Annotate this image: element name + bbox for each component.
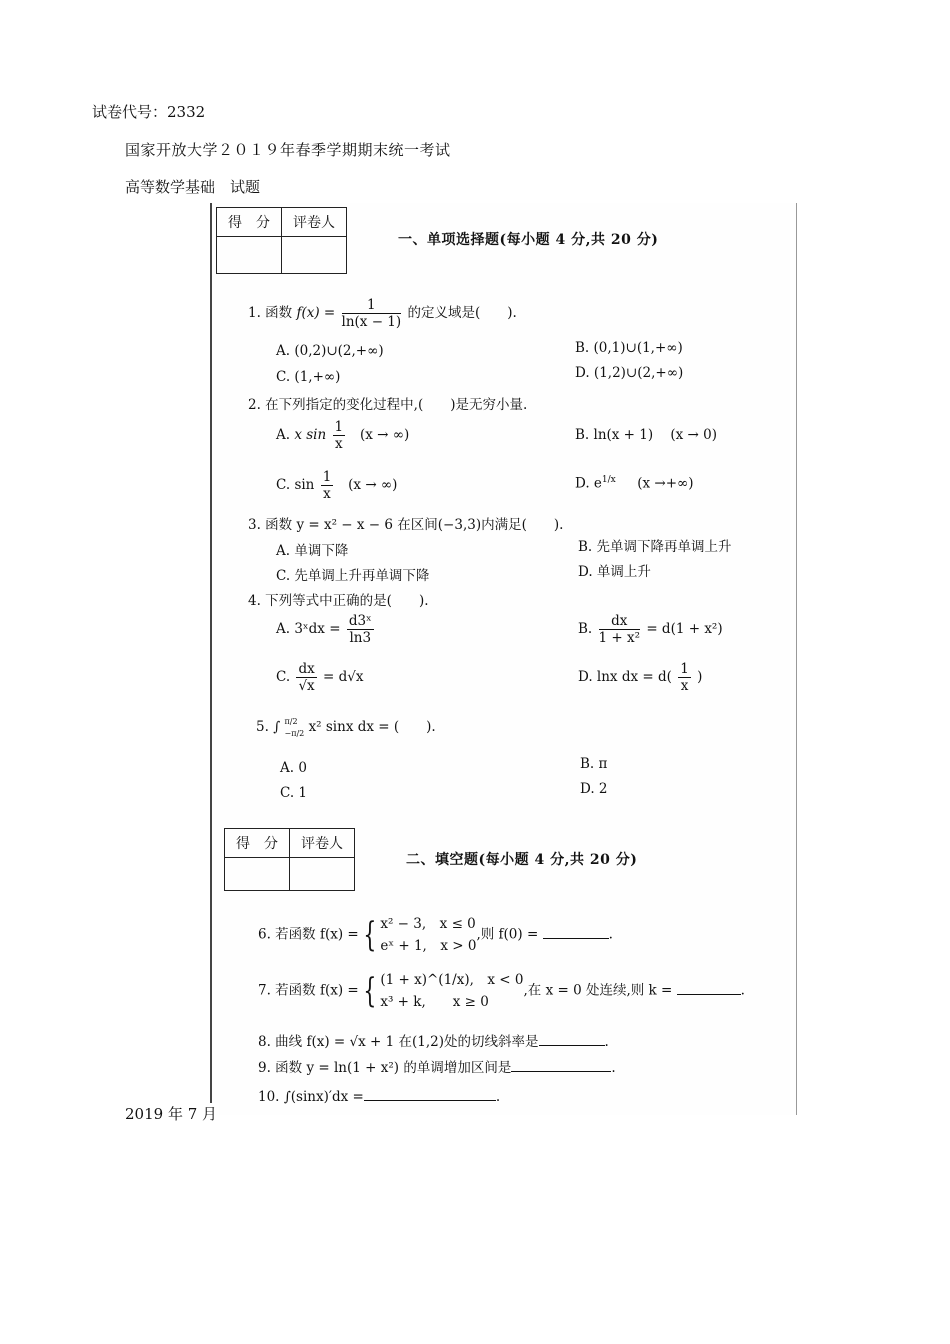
q5-option-b: B. π [580,756,608,772]
q1-option-a: A. (0,2)∪(2,+∞) [276,343,384,359]
q1-option-c: C. (1,+∞) [276,369,341,385]
question-8: 8. 曲线 f(x) = √x + 1 在(1,2)处的切线斜率是 . [258,1034,609,1050]
score-box-1 [216,207,347,274]
grader-cell [290,858,355,891]
exam-title: 国家开放大学２０１９年春季学期期末统一考试 [125,141,451,159]
grader-cell [282,237,347,274]
q2-option-d: D. $e^{1/x}$ (x →+∞) [575,475,694,492]
question-2: 2. 在下列指定的变化过程中,( )是无穷小量. [248,397,528,413]
scanned-exam-page [210,203,797,1115]
question-6: 6. 若函数 f(x) = { x² − 3, x ≤ 0 eˣ + 1, x > 0 ,则 f(0) = . [258,915,613,955]
question-5: 5. ∫ π/2 −π/2 x² sinx dx = ( ). [256,716,436,738]
grader-label: 评卷人 [290,829,355,858]
q3-option-b: B. 先单调下降再单调上升 [578,539,732,555]
q1-option-d: D. (1,2)∪(2,+∞) [575,365,684,381]
exam-code: 试卷代号：2332 [92,103,206,121]
q4-option-d: D. lnx dx = d( $\frac{1}{x}$ ) [578,661,703,694]
q2-option-c: C. sin $\frac{1}{x}$ (x → ∞) [276,469,398,502]
score-label: 得 分 [217,208,282,237]
exam-date: 2019 年 7 月 [125,1105,218,1123]
section2-title: 二、填空题(每小题 4 分,共 20 分) [406,852,638,868]
grader-label: 评卷人 [282,208,347,237]
q5-option-a: A. 0 [280,760,307,776]
q4-option-a: A. 3ˣdx = $\frac{\text{d3ˣ}}{\ln 3}$ [276,613,372,646]
question-4: 4. 下列等式中正确的是( ). [248,593,429,609]
q3-option-a: A. 单调下降 [276,543,349,559]
q5-option-c: C. 1 [280,785,308,801]
question-9: 9. 函数 y = ln(1 + x²) 的单调增加区间是 . [258,1060,616,1076]
q3-option-c: C. 先单调上升再单调下降 [276,568,430,584]
q3-option-d: D. 单调上升 [578,564,651,580]
subject-title: 高等数学基础 试题 [125,178,261,196]
score-cell [225,858,290,891]
question-7: 7. 若函数 f(x) = { (1 + x)^(1/x), x < 0 x³ + k, x ≥ 0 ,在 x = 0 处连续,则 k = . [258,971,745,1011]
q2-option-b: B. ln(x + 1) (x → 0) [575,427,717,443]
q2-option-a: A. x sin $\frac{1}{x}$ (x → ∞) [276,419,410,452]
question-10: 10. ∫(sinx)′dx = . [258,1089,501,1105]
score-label: 得 分 [225,829,290,858]
question-3: 3. 函数 y = x² − x − 6 在区间(−3,3)内满足( ). [248,517,564,533]
q1-option-b: B. (0,1)∪(1,+∞) [575,340,683,356]
q4-option-b: B. $\frac{dx}{\text{1 + x²}}$ = d(1 + x²) [578,613,723,646]
score-box-2 [224,828,355,891]
score-cell [217,237,282,274]
section1-title: 一、单项选择题(每小题 4 分,共 20 分) [398,232,659,248]
question-1: 1. 函数 f(x) = $\frac{1}{\ln(x - 1)}$ 的定义域是( ). [248,297,517,330]
q4-option-c: C. $\frac{dx}{√x}$ = d√x [276,661,364,694]
q5-option-d: D. 2 [580,781,608,797]
